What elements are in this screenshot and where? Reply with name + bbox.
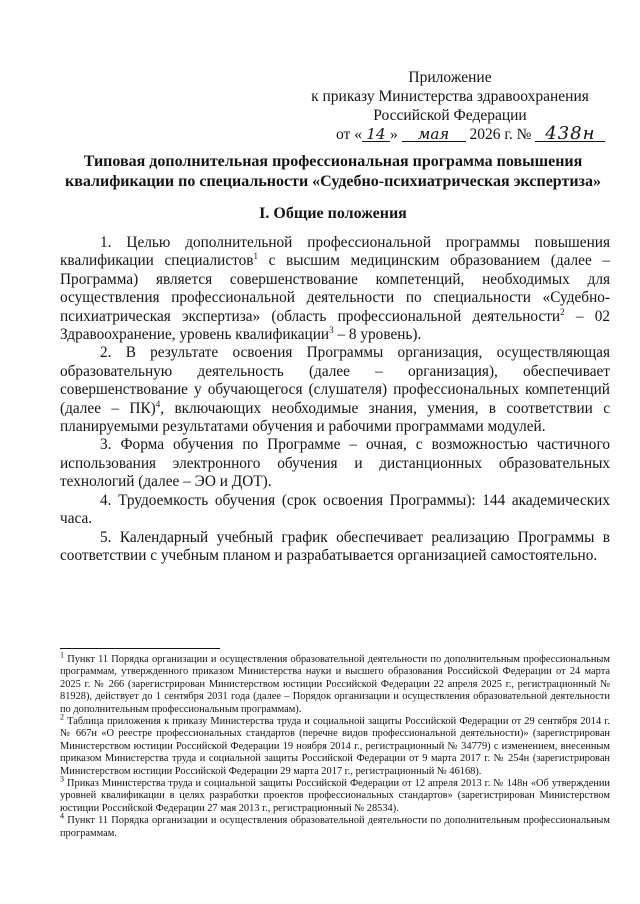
- paragraph-5: 5. Календарный учебный график обеспечивает реализацию Программы в соответствии с учебным планом и разрабатывается организацией самостоятельно.: [60, 528, 610, 564]
- approval-block: [300, 68, 600, 144]
- handwritten-order-number: 438н: [535, 127, 605, 142]
- approval-ministry-line: Российской Федерации: [373, 107, 527, 124]
- paragraph-1-text-a: 1. Целью дополнительной профессиональной программы повышения квалификации специалистов: [60, 234, 610, 270]
- paragraph-2-text-b: , включающих необходимые знания, умения, в соответствии с планируемыми результатами обучения и рабочими программами модулей.: [60, 399, 610, 436]
- footnote-ref-1: 1: [253, 251, 258, 262]
- footnotes: [60, 650, 610, 840]
- footnote-2-mark: 2: [60, 712, 64, 722]
- paragraph-2: [60, 344, 610, 436]
- date-mid: »: [389, 126, 398, 143]
- footnote-3: [60, 774, 610, 815]
- section-heading: I. Общие положения: [259, 205, 407, 222]
- paragraph-1-text-b: с высшим медицинским образованием (далее – Программа) является совершенствование компетенций, необходимых для осуществления профессиональной деятельности по специальности «Судебно-психиатрическая экспертиза» (область профессиональной деятельности: [60, 252, 610, 325]
- footnote-2-text: Таблица приложения к приказу Министерства труда и социальной защиты Российской Федерации от 29 сентября 2014 г. № 667н «О реестре профессиональных стандартов (перечне видов профессиональной деятельности)» (зарегистрирован Министерством юстиции Российской Федерации 19 ноября 2014 г., регистрационный № 34779) с изменением, внесенным приказом Министерства труда и социальной защиты Российской Федерации от 9 марта 2017 г. № 254н (зарегистрирован Министерством юстиции Российской Федерации 29 марта 2017 г., регистрационный № 46168).: [60, 716, 610, 777]
- document-title: Типовая дополнительная профессиональная программа повышения квалификации по специальности «Судебно-психиатрическая экспертиза»: [65, 153, 601, 190]
- footnote-3-text: Приказ Министерства труда и социальной защиты Российской Федерации от 12 апреля 2013 г. № 148н «Об утверждении уровней квалификации в целях разработки проектов профессиональных стандартов» (зарегистрирован Министерством юстиции Российской Федерации 27 мая 2013 г., регистрационный № 28534).: [60, 778, 610, 814]
- handwritten-day: 14: [362, 127, 390, 142]
- paragraph-1-text-c: – 02 Здравоохранение, уровень квалификации: [60, 307, 610, 344]
- footnote-1-text: Пункт 11 Порядка организации и осуществления образовательной деятельности по дополнительным профессиональным программам, утвержденного приказом Министерства науки и высшего образования Российской Федерации от 24 марта 2025 г. № 266 (зарегистрирован Министерством юстиции Российской Федерации 22 апреля 2025 г., регистрационный № 81928), действует до 1 сентября 2031 года (далее – Порядок организации и осуществления образовательной деятельности по дополнительным профессиональным программам).: [60, 654, 610, 715]
- paragraph-2-text-a: 2. В результате освоения Программы организация, осуществляющая образовательную деятельность (далее – организация), обеспечивает совершенствование у обучающегося (слушателя) профессиональных компетенций (далее – ПК): [60, 344, 610, 417]
- footnote-ref-3: 3: [329, 324, 334, 335]
- paragraph-1-text-d: – 8 уровень).: [333, 326, 422, 344]
- paragraph-1: [60, 234, 610, 344]
- paragraph-3: 3. Форма обучения по Программе – очная, с возможностью частичного использования электронного обучения и дистанционных образовательных технологий (далее – ЭО и ДОТ).: [60, 436, 610, 491]
- handwritten-month: мая: [402, 127, 466, 142]
- approval-heading: Приложение: [408, 69, 492, 86]
- footnote-ref-2: 2: [560, 306, 565, 317]
- approval-date-line: [300, 125, 600, 144]
- footnote-ref-4: 4: [155, 398, 161, 409]
- footnote-2: [60, 712, 610, 778]
- footnote-separator: [60, 648, 220, 649]
- date-year: 2026 г. №: [469, 126, 532, 143]
- footnote-3-mark: 3: [60, 774, 64, 784]
- footnote-1: [60, 650, 610, 716]
- footnote-4: [60, 811, 610, 840]
- footnote-4-text: Пункт 11 Порядка организации и осуществления образовательной деятельности по дополнительным профессиональным программам.: [60, 815, 610, 839]
- footnote-1-mark: 1: [60, 650, 64, 660]
- footnote-4-mark: 4: [60, 811, 64, 821]
- date-prefix: от «: [336, 126, 362, 143]
- document-body: [60, 234, 610, 565]
- paragraph-4: 4. Трудоемкость обучения (срок освоения Программы): 144 академических часа.: [60, 491, 610, 528]
- approval-order-line: к приказу Министерства здравоохранения: [311, 88, 589, 105]
